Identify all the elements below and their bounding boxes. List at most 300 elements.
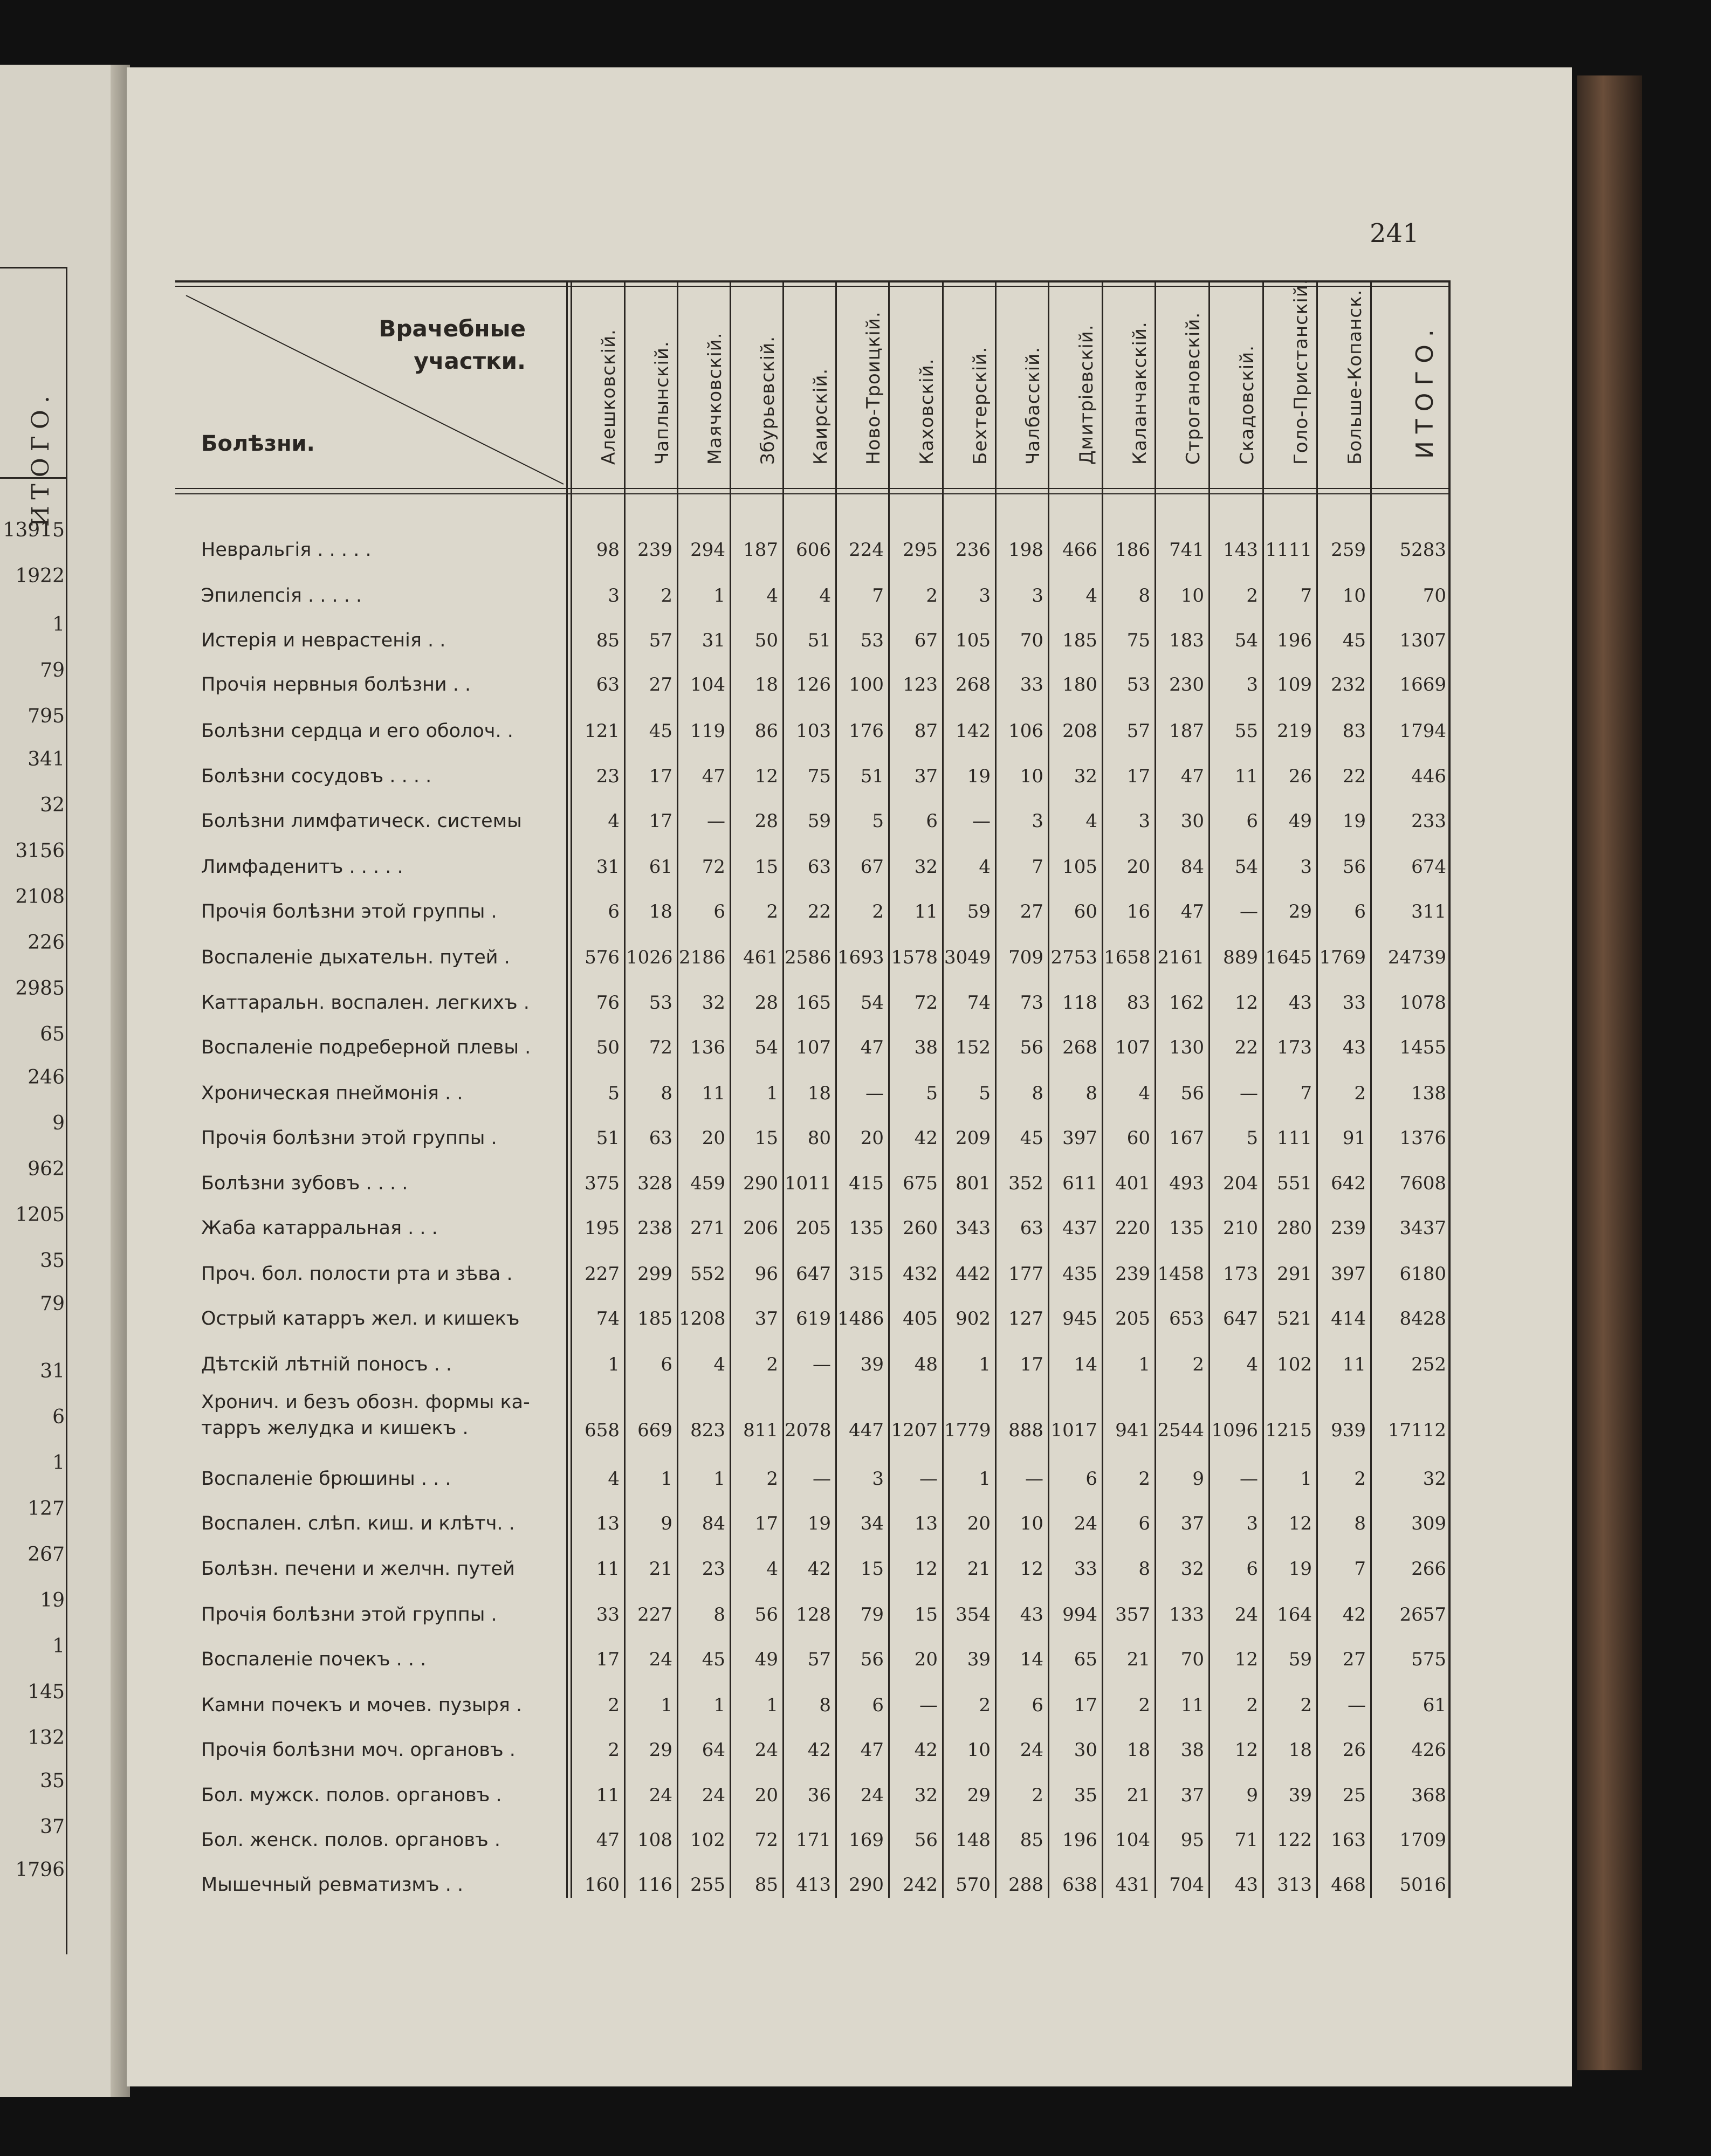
table-cell: 28 (754, 992, 778, 1014)
table-cell: 65 (1074, 1649, 1097, 1670)
row-label: Бол. женск. полов. органовъ . (201, 1829, 500, 1851)
table-cell: 75 (1126, 630, 1150, 651)
table-cell: 107 (1115, 1037, 1150, 1058)
table-cell: 4 (1246, 1354, 1258, 1375)
table-cell: 2161 (1157, 947, 1204, 968)
table-cell: 39 (1288, 1785, 1312, 1806)
table-cell: 53 (1126, 674, 1150, 695)
table-cell: 6 (1085, 1468, 1097, 1490)
table-cell: 1026 (626, 947, 673, 968)
table-cell: 1011 (785, 1173, 832, 1194)
table-cell: — (813, 1468, 831, 1490)
table-cell: 209 (956, 1127, 991, 1149)
table-cell: 64 (702, 1739, 725, 1761)
table-cell: 74 (596, 1308, 620, 1330)
table-cell: 72 (649, 1037, 672, 1058)
disease-table (175, 280, 1451, 1898)
table-cell: 138 (1411, 1083, 1446, 1104)
table-cell: 437 (1062, 1217, 1097, 1239)
table-cell: 446 (1411, 766, 1446, 787)
table-cell: 354 (956, 1604, 991, 1625)
row-label-line: тарръ желудка и кишекъ . (201, 1417, 469, 1439)
row-label: Бол. мужск. полов. органовъ . (201, 1785, 502, 1806)
table-top-rule-thin (175, 286, 1451, 287)
table-cell: 83 (1126, 992, 1150, 1014)
table-cell: 84 (702, 1513, 725, 1534)
table-cell: 47 (596, 1829, 620, 1851)
table-cell: 1658 (1104, 947, 1151, 968)
table-cell: 98 (596, 539, 620, 561)
table-cell: 17 (649, 810, 672, 832)
table-cell: 42 (807, 1558, 831, 1580)
table-cell: 4 (608, 1468, 620, 1490)
left-total-value: 246 (28, 1066, 65, 1089)
column-rule (995, 280, 997, 1898)
left-total-value: 226 (28, 932, 65, 954)
left-total-value: 1 (52, 1635, 65, 1657)
table-cell: 12 (914, 1558, 938, 1580)
table-cell: 242 (903, 1874, 938, 1896)
table-cell: — (1240, 1468, 1258, 1490)
table-cell: 12 (1020, 1558, 1043, 1580)
table-cell: 447 (849, 1420, 884, 1441)
table-cell: 24 (1074, 1513, 1097, 1534)
table-cell: 38 (1180, 1739, 1204, 1761)
table-cell: 401 (1115, 1173, 1150, 1194)
table-cell: 311 (1411, 901, 1446, 922)
table-cell: 24 (860, 1785, 884, 1806)
table-cell: 162 (1169, 992, 1204, 1014)
table-cell: 5 (608, 1083, 620, 1104)
column-header-label: Каланчакскій. (1129, 321, 1151, 465)
table-cell: 70 (1020, 630, 1043, 651)
table-cell: 266 (1411, 1558, 1446, 1580)
table-cell: 43 (1234, 1874, 1258, 1896)
left-total-value: 127 (28, 1498, 65, 1520)
table-cell: 54 (860, 992, 884, 1014)
table-cell: 255 (690, 1874, 725, 1896)
table-cell: 11 (702, 1083, 725, 1104)
table-cell: 5 (926, 1083, 938, 1104)
table-cell: 9 (661, 1513, 672, 1534)
table-cell: 426 (1411, 1739, 1446, 1761)
table-cell: 259 (1331, 539, 1366, 561)
column-header-label: Бехтерскій. (969, 346, 991, 465)
table-cell: 811 (743, 1420, 778, 1441)
row-label: Воспаленіе дыхательн. путей . (201, 947, 510, 968)
table-cell: 1455 (1399, 1037, 1446, 1058)
row-label: Жаба катарральная . . . (201, 1217, 438, 1239)
table-cell: 236 (956, 539, 991, 561)
table-cell: 2 (872, 901, 884, 922)
table-cell: 9 (1246, 1785, 1258, 1806)
table-cell: 1 (1300, 1468, 1312, 1490)
table-cell: 1208 (679, 1308, 726, 1330)
table-cell: 2657 (1399, 1604, 1446, 1625)
left-total-value: 341 (28, 748, 65, 770)
left-total-value: 79 (40, 1293, 65, 1315)
table-cell: 8 (1138, 585, 1150, 607)
table-cell: — (865, 1083, 884, 1104)
table-cell: 674 (1411, 856, 1446, 878)
table-cell: 2753 (1050, 947, 1097, 968)
table-cell: 74 (967, 992, 991, 1014)
column-header (626, 292, 677, 492)
table-cell: 823 (690, 1420, 725, 1441)
column-rule (1262, 280, 1264, 1898)
table-cell: 37 (914, 766, 938, 787)
table-cell: 6 (1138, 1513, 1150, 1534)
table-cell: 122 (1277, 1829, 1312, 1851)
row-label: Каттаральн. воспален. легкихъ . (201, 992, 530, 1014)
left-total-value: 1796 (15, 1859, 65, 1881)
table-cell: 37 (754, 1308, 778, 1330)
row-label: Болѣзн. печени и желчн. путей (201, 1558, 515, 1580)
table-cell: 6 (1032, 1695, 1043, 1716)
table-cell: 127 (1008, 1308, 1043, 1330)
table-cell: 3 (1246, 674, 1258, 695)
table-cell: 24 (1234, 1604, 1258, 1625)
left-total-value: 6 (52, 1406, 65, 1428)
table-cell: 70 (1423, 585, 1446, 607)
table-cell: 24739 (1387, 947, 1446, 968)
left-total-value: 9 (52, 1112, 65, 1134)
table-cell: 1 (766, 1695, 778, 1716)
row-label: Дѣтскій лѣтній поносъ . . (201, 1354, 452, 1375)
table-cell: 56 (754, 1604, 778, 1625)
row-label: Камни почекъ и мочев. пузыря . (201, 1695, 523, 1716)
row-label: Прочія болѣзни этой группы . (201, 1127, 497, 1149)
table-cell: 72 (702, 856, 725, 878)
row-label: Острый катарръ жел. и кишекъ (201, 1308, 520, 1330)
table-cell: — (1025, 1468, 1043, 1490)
table-cell: 128 (796, 1604, 831, 1625)
table-cell: 493 (1169, 1173, 1204, 1194)
row-label: Воспаленіе брюшины . . . (201, 1468, 451, 1490)
table-cell: 47 (1180, 901, 1204, 922)
table-cell: 239 (637, 539, 672, 561)
column-header (572, 292, 624, 492)
table-cell: 230 (1169, 674, 1204, 695)
table-cell: 3 (1032, 585, 1043, 607)
table-cell: 37 (1180, 1513, 1204, 1534)
table-cell: 86 (754, 720, 778, 742)
table-cell: 26 (1288, 766, 1312, 787)
table-cell: 2186 (679, 947, 726, 968)
table-cell: 33 (1074, 1558, 1097, 1580)
header-bottom-rule-thin (175, 493, 1451, 494)
table-cell: 1486 (837, 1308, 884, 1330)
table-cell: 669 (637, 1420, 672, 1441)
table-cell: — (1348, 1695, 1366, 1716)
table-cell: 343 (956, 1217, 991, 1239)
table-cell: 39 (860, 1354, 884, 1375)
table-cell: 12 (1234, 992, 1258, 1014)
table-cell: 33 (596, 1604, 620, 1625)
table-cell: 56 (1180, 1083, 1204, 1104)
table-cell: 2 (1246, 1695, 1258, 1716)
table-cell: 2 (608, 1739, 620, 1761)
table-cell: 397 (1331, 1263, 1366, 1285)
table-cell: 116 (637, 1874, 672, 1896)
table-cell: 7 (1032, 856, 1043, 878)
table-cell: 8 (1085, 1083, 1097, 1104)
table-cell: 7608 (1399, 1173, 1446, 1194)
table-cell: 176 (849, 720, 884, 742)
table-cell: 31 (596, 856, 620, 878)
row-label: Болѣзни зубовъ . . . . (201, 1173, 408, 1194)
column-header (1264, 278, 1316, 492)
table-cell: 941 (1115, 1420, 1150, 1441)
row-label: Невральгія . . . . . (201, 539, 372, 561)
table-cell: 163 (1331, 1829, 1366, 1851)
table-cell: 19 (1288, 1558, 1312, 1580)
table-cell: 165 (796, 992, 831, 1014)
column-rule (942, 280, 944, 1898)
table-cell: 24 (702, 1785, 725, 1806)
table-cell: 3 (1246, 1513, 1258, 1534)
table-cell: 2 (1246, 585, 1258, 607)
table-cell: 432 (903, 1263, 938, 1285)
row-label: Хроническая пнеймонія . . (201, 1083, 463, 1104)
column-header (1156, 292, 1208, 492)
column-header-label: Маячковскій. (704, 332, 726, 465)
table-cell: 45 (649, 720, 672, 742)
table-cell: — (919, 1695, 938, 1716)
table-cell: 100 (849, 674, 884, 695)
table-cell: 3 (979, 585, 991, 607)
table-cell: 220 (1115, 1217, 1150, 1239)
table-cell: 109 (1277, 674, 1312, 695)
table-cell: 1078 (1399, 992, 1446, 1014)
row-label: Болѣзни сердца и его оболоч. . (201, 720, 513, 742)
table-cell: 51 (860, 766, 884, 787)
table-cell: 1779 (944, 1420, 991, 1441)
table-cell: 2 (979, 1695, 991, 1716)
column-rule (1208, 280, 1210, 1898)
table-cell: 12 (1288, 1513, 1312, 1534)
table-cell: 12 (1234, 1739, 1258, 1761)
table-cell: 2 (608, 1695, 620, 1716)
table-cell: 59 (807, 810, 831, 832)
table-cell: 9 (1192, 1468, 1204, 1490)
table-cell: 11 (1180, 1695, 1204, 1716)
table-cell: 13 (914, 1513, 938, 1534)
table-cell: 56 (1342, 856, 1366, 878)
left-total-header: ИТОГО. (27, 389, 54, 527)
column-rule (1048, 280, 1049, 1898)
table-cell: 136 (690, 1037, 725, 1058)
table-cell: 11 (596, 1785, 620, 1806)
table-cell: 34 (860, 1513, 884, 1534)
table-cell: 1 (1138, 1354, 1150, 1375)
table-cell: 2 (1032, 1785, 1043, 1806)
row-label: Воспаленіе почекъ . . . (201, 1649, 427, 1670)
column-header (944, 292, 995, 492)
table-cell: 45 (702, 1649, 725, 1670)
table-cell: 32 (914, 1785, 938, 1806)
table-cell: 2586 (785, 947, 832, 968)
table-cell: 126 (796, 674, 831, 695)
table-cell: 2 (766, 901, 778, 922)
table-cell: 6 (608, 901, 620, 922)
table-cell: 12 (754, 766, 778, 787)
table-cell: 1376 (1399, 1127, 1446, 1149)
table-cell: 6 (926, 810, 938, 832)
table-cell: 208 (1062, 720, 1097, 742)
left-total-value: 37 (40, 1816, 65, 1838)
table-cell: 619 (796, 1308, 831, 1330)
table-cell: — (972, 810, 991, 832)
table-cell: 83 (1342, 720, 1366, 742)
table-cell: 32 (702, 992, 725, 1014)
table-cell: 17 (649, 766, 672, 787)
table-cell: 118 (1062, 992, 1097, 1014)
table-cell: 103 (796, 720, 831, 742)
table-cell: 119 (690, 720, 725, 742)
table-cell: 20 (1126, 856, 1150, 878)
table-cell: 133 (1169, 1604, 1204, 1625)
table-cell: 14 (1020, 1649, 1043, 1670)
table-cell: 442 (956, 1263, 991, 1285)
table-cell: 49 (754, 1649, 778, 1670)
table-cell: 5 (1246, 1127, 1258, 1149)
column-rule (677, 280, 678, 1898)
table-cell: 85 (596, 630, 620, 651)
table-cell: 1769 (1319, 947, 1366, 968)
table-cell: 1 (979, 1354, 991, 1375)
table-cell: 102 (1277, 1354, 1312, 1375)
table-cell: 18 (807, 1083, 831, 1104)
row-label: Мышечный ревматизмъ . . (201, 1874, 464, 1896)
table-cell: 204 (1223, 1173, 1258, 1194)
left-total-value: 65 (40, 1023, 65, 1045)
left-total-value: 962 (28, 1158, 65, 1180)
table-cell: 85 (754, 1874, 778, 1896)
left-top-rule (0, 267, 66, 268)
table-cell: 18 (754, 674, 778, 695)
table-cell: 84 (1180, 856, 1204, 878)
table-cell: 152 (956, 1037, 991, 1058)
left-total-value: 35 (40, 1770, 65, 1792)
table-cell: 56 (1020, 1037, 1043, 1058)
table-cell: 653 (1169, 1308, 1204, 1330)
row-label: Болѣзни сосудовъ . . . . (201, 766, 432, 787)
table-cell: 219 (1277, 720, 1312, 742)
table-cell: 4 (766, 1558, 778, 1580)
table-cell: 233 (1411, 810, 1446, 832)
table-cell: 6 (1246, 810, 1258, 832)
table-cell: 3 (872, 1468, 884, 1490)
row-label: Прочія болѣзни этой группы . (201, 1604, 497, 1625)
table-cell: 80 (807, 1127, 831, 1149)
table-cell: 47 (1180, 766, 1204, 787)
column-rule (1155, 280, 1156, 1898)
table-cell: 24 (649, 1649, 672, 1670)
row-label: Прочія нервныя болѣзни . . (201, 674, 471, 695)
table-cell: 21 (967, 1558, 991, 1580)
table-cell: 4 (1138, 1083, 1150, 1104)
table-cell: 108 (637, 1829, 672, 1851)
table-cell: 95 (1180, 1829, 1204, 1851)
table-cell: 56 (860, 1649, 884, 1670)
table-cell: 22 (1234, 1037, 1258, 1058)
table-cell: 1458 (1157, 1263, 1204, 1285)
column-header (731, 292, 782, 492)
row-label (201, 1389, 557, 1441)
table-top-rule (175, 280, 1451, 283)
table-cell: 15 (860, 1558, 884, 1580)
table-cell: 11 (1234, 766, 1258, 787)
row-label: Воспален. слѣп. киш. и клѣтч. . (201, 1513, 515, 1534)
column-header-label: Чалбасскій. (1022, 347, 1044, 465)
table-cell: 20 (754, 1785, 778, 1806)
table-cell: 7 (872, 585, 884, 607)
table-cell: 313 (1277, 1874, 1312, 1896)
table-cell: 611 (1062, 1173, 1097, 1194)
table-cell: 647 (796, 1263, 831, 1285)
table-cell: 1 (713, 1468, 725, 1490)
table-cell: — (813, 1354, 831, 1375)
table-cell: 56 (914, 1829, 938, 1851)
table-cell: 945 (1062, 1308, 1097, 1330)
table-cell: 6180 (1399, 1263, 1446, 1285)
table-cell: 1017 (1050, 1420, 1097, 1441)
table-cell: 415 (849, 1173, 884, 1194)
table-cell: 33 (1020, 674, 1043, 695)
row-label: Прочія болѣзни моч. органовъ . (201, 1739, 516, 1761)
column-header-label: ИТОГО. (1411, 322, 1439, 459)
table-cell: 71 (1234, 1829, 1258, 1851)
column-header (784, 292, 835, 492)
column-header (997, 292, 1048, 492)
table-cell: 2 (1354, 1083, 1366, 1104)
table-cell: 87 (914, 720, 938, 742)
table-cell: 105 (1062, 856, 1097, 878)
page-number: 241 (1370, 218, 1419, 249)
table-cell: 53 (649, 992, 672, 1014)
column-header (678, 292, 730, 492)
table-cell: 12 (1234, 1649, 1258, 1670)
table-cell: 375 (585, 1173, 620, 1194)
table-cell: 3 (1138, 810, 1150, 832)
row-label: Прочія болѣзни этой группы . (201, 901, 497, 922)
table-cell: 96 (754, 1263, 778, 1285)
table-cell: 291 (1277, 1263, 1312, 1285)
table-cell: 20 (914, 1649, 938, 1670)
table-cell: 4 (1085, 585, 1097, 607)
table-cell: 186 (1115, 539, 1150, 561)
left-page (0, 65, 123, 2097)
table-cell: 15 (914, 1604, 938, 1625)
table-cell: 994 (1062, 1604, 1097, 1625)
table-cell: 32 (1074, 766, 1097, 787)
table-cell: 6 (1246, 1558, 1258, 1580)
table-cell: 11 (1342, 1354, 1366, 1375)
table-cell: 164 (1277, 1604, 1312, 1625)
table-cell: 79 (860, 1604, 884, 1625)
table-cell: 130 (1169, 1037, 1204, 1058)
table-cell: 111 (1277, 1127, 1312, 1149)
table-cell: 32 (1180, 1558, 1204, 1580)
table-cell: 63 (807, 856, 831, 878)
table-cell: 8428 (1399, 1308, 1446, 1330)
left-column-rule (66, 267, 67, 1954)
table-cell: 5283 (1399, 539, 1446, 561)
table-cell: 16 (1126, 901, 1150, 922)
table-cell: 6 (1354, 901, 1366, 922)
table-cell: 239 (1331, 1217, 1366, 1239)
